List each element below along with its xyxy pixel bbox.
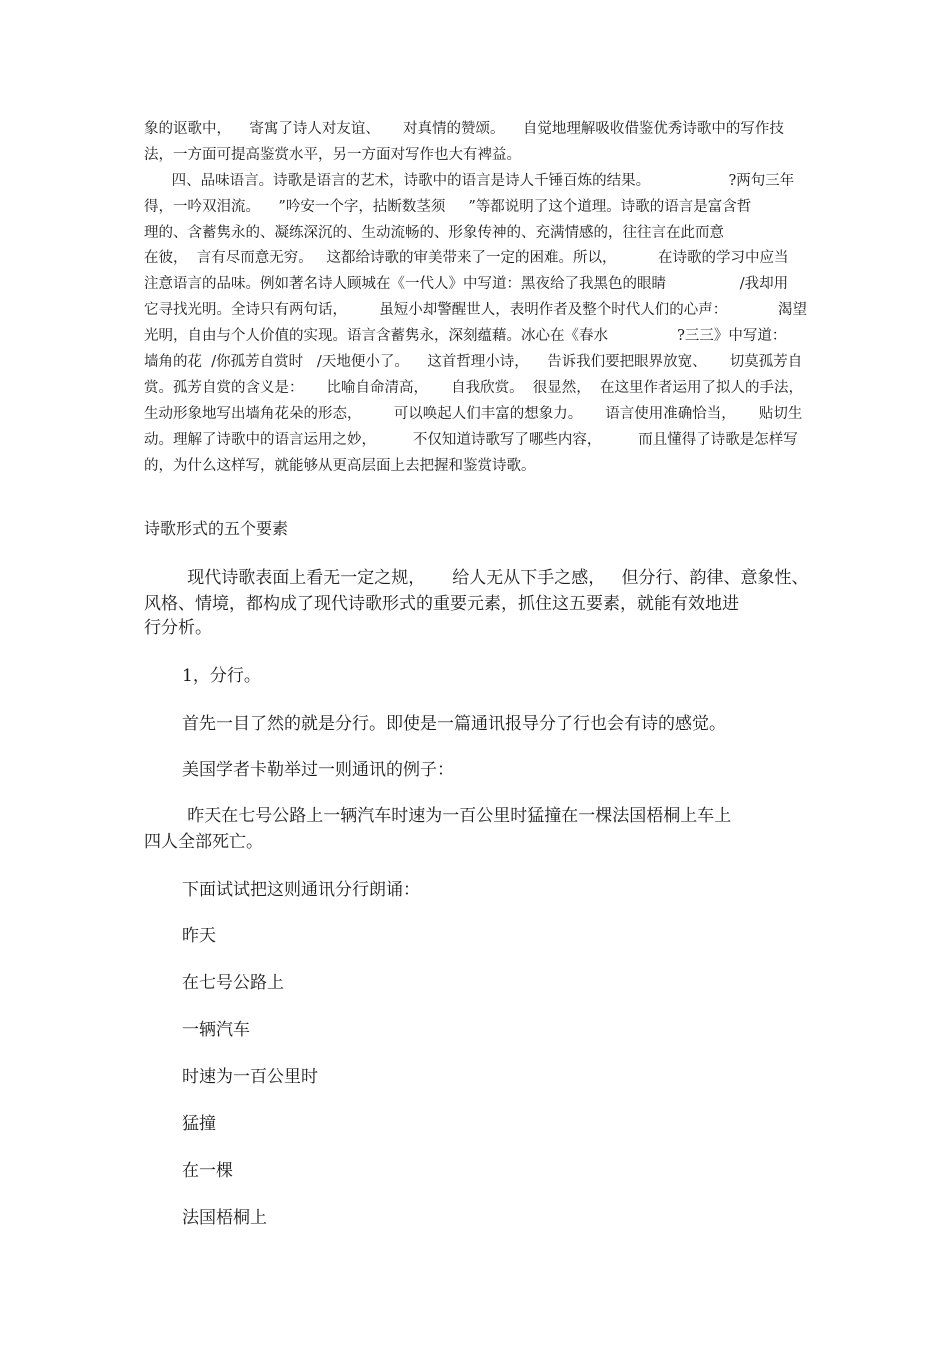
text-line: 赏。孤芳自赏的含义是： 比喻自命清高， 自我欣赏。 很显然， 在这里作者运用了拟人的手法， [144,379,804,396]
intro-line: 现代诗歌表面上看无一定之规， 给人无从下手之感， 但分行、韵律、意象性、 [144,568,809,588]
text-line: 四、品味语言。诗歌是语言的艺术，诗歌中的语言是诗人千锤百炼的结果。 ?两句三年 [144,172,795,189]
text-line: 象的讴歌中， 寄寓了诗人对友谊、 对真情的赞颂。 自觉地理解吸收借鉴优秀诗歌中的写作技 [144,121,784,137]
text-line: 它寻找光明。全诗只有两句话， 虽短小却警醒世人，表明作者及整个时代人们的心声： 渴望 [144,302,807,319]
text-line: 光明，自由与个人价值的实现。语言含蓄隽永，深刻蕴藉。冰心在《春水 ?三三》中写道： [144,328,787,345]
poem-line: 在一棵 [182,1161,233,1181]
intro-line: 行分析。 [144,618,212,638]
text-line: 动。理解了诗歌中的语言运用之妙， 不仅知道诗歌写了哪些内容， 而且懂得了诗歌是怎样写 [144,431,798,448]
poem-line: 一辆汽车 [182,1020,250,1040]
poem-line: 时速为一百公里时 [182,1067,318,1087]
text-line: 墙角的花 /你孤芳自赏时 /天地便小了。 这首哲理小诗， 告诉我们要把眼界放宽、 切莫孤芳自 [144,354,803,371]
text-line: 的，为什么这样写，就能够从更高层面上去把握和鉴赏诗歌。 [144,457,536,474]
item-heading: 1，分行。 [182,666,261,686]
text-line: 法，一方面可提高鉴赏水平，另一方面对写作也大有裨益。 [144,146,521,163]
language-appreciation-section [144,117,814,479]
text-line: 注意语言的品味。例如著名诗人顾城在《一代人》中写道：黑夜给了我黑色的眼睛 /我却用 [144,276,789,293]
poem-line: 在七号公路上 [182,973,284,993]
text-line: 得，一吟双泪流。 ”吟安一个字，拈断数茎须 ”等都说明了这个道理。诗歌的语言是富含哲 [144,198,752,215]
news-line: 昨天在七号公路上一辆汽车时速为一百公里时猛撞在一棵法国梧桐上车上 [144,806,732,826]
paragraph: 下面试试把这则通讯分行朗诵： [182,880,420,900]
poem-line: 猛撞 [182,1114,216,1134]
poem-line: 法国梧桐上 [182,1208,267,1228]
text-line: 理的、含蓄隽永的、凝练深沉的、生动流畅的、形象传神的、充满情感的，往往言在此而意 [144,224,724,241]
paragraph: 首先一目了然的就是分行。即使是一篇通讯报导分了行也会有诗的感觉。 [182,714,726,734]
text-line: 在彼， 言有尽而意无穷。 这都给诗歌的审美带来了一定的困难。所以， 在诗歌的学习中应当 [144,250,789,267]
news-line: 四人全部死亡。 [144,832,263,852]
section-heading: 诗歌形式的五个要素 [144,519,289,538]
text-line: 生动形象地写出墙角花朵的形态， 可以唤起人们丰富的想象力。 语言使用准确恰当， 贴切生 [144,405,803,422]
poem-line: 昨天 [182,926,216,946]
intro-line: 风格、情境，都构成了现代诗歌形式的重要元素，抓住这五要素，就能有效地进 [144,594,739,614]
paragraph: 美国学者卡勒举过一则通讯的例子： [182,760,454,780]
